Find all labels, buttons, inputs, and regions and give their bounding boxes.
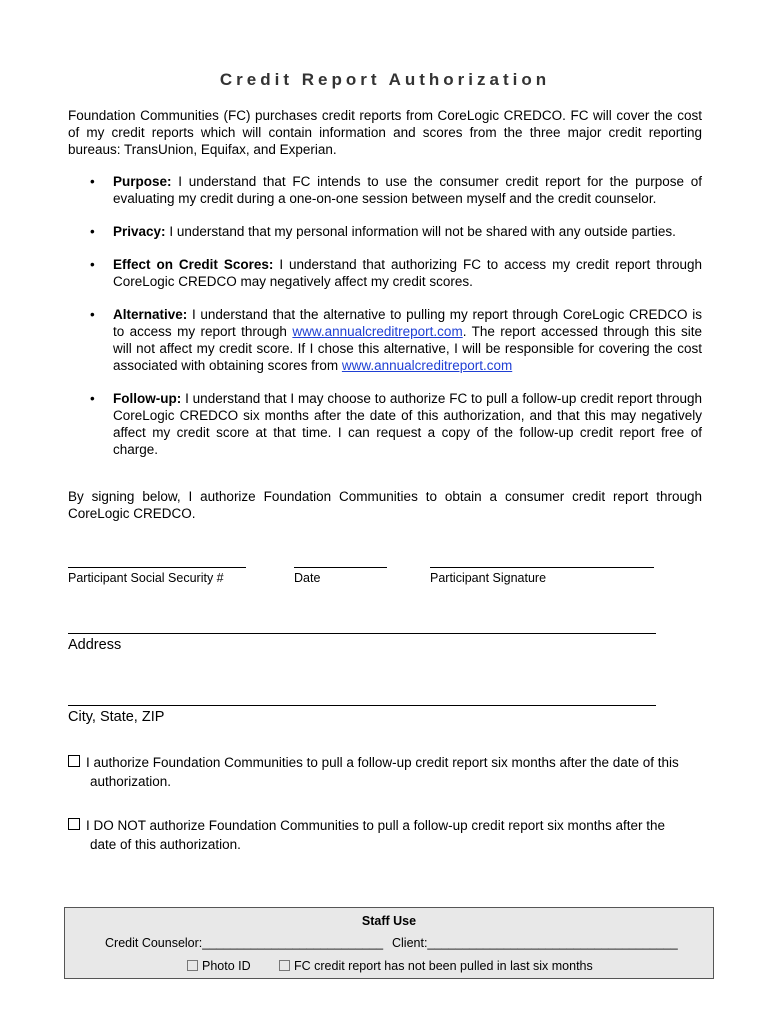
privacy-text: I understand that my personal information will not be shared with any outside parties. — [169, 224, 676, 239]
photo-id-label: Photo ID — [202, 959, 251, 973]
bullet-icon: • — [90, 307, 95, 322]
signature-input-line[interactable] — [430, 567, 654, 568]
fc-report-checkbox[interactable] — [279, 960, 290, 971]
bullet-icon: • — [90, 391, 95, 406]
city-state-zip-label: City, State, ZIP — [68, 709, 165, 725]
purpose-text: I understand that FC intends to use the consumer credit report for the purpose of evaluating my credit during a one-on-one session between myself and the credit counselor. — [113, 174, 702, 206]
staff-use-title: Staff Use — [361, 914, 417, 928]
privacy-label: Privacy: — [113, 224, 166, 239]
alternative-text-b: . The report accessed through this site will not affect my credit score. If I chose this alternative, I will be responsible for covering the cost associated with obtaining scores from — [113, 324, 702, 373]
ssn-label: Participant Social Security # — [68, 571, 224, 585]
not-authorize-text-line2: date of this authorization. — [90, 837, 241, 852]
address-input-line[interactable] — [68, 633, 656, 634]
authorize-text-line2: authorization. — [90, 774, 172, 789]
not-authorize-text-line1: I DO NOT authorize Foundation Communities to pull a follow-up credit report six months after the — [86, 818, 666, 833]
date-input-line[interactable] — [294, 567, 387, 568]
date-label: Date — [294, 571, 321, 585]
photo-id-option — [187, 959, 251, 973]
effect-text: I understand that authorizing FC to access my credit report through CoreLogic CREDCO may negatively affect my credit scores. — [113, 257, 702, 289]
address-label: Address — [68, 637, 122, 653]
authorize-checkbox[interactable] — [68, 755, 80, 767]
bullet-icon: • — [90, 257, 95, 272]
photo-id-checkbox[interactable] — [187, 960, 198, 971]
bullet-icon: • — [90, 174, 95, 189]
ssn-input-line[interactable] — [68, 567, 246, 568]
followup-text: I understand that I may choose to authorize FC to pull a follow-up credit report through CoreLogic CREDCO six months after the date of this authorization, and that this may negatively affect my credit score at that time. I can request a copy of the follow-up credit report free of charge. — [113, 391, 702, 457]
list-item-effect — [68, 256, 702, 290]
bullet-icon: • — [90, 224, 95, 239]
annualcreditreport-link[interactable]: www.annualcreditreport.com — [292, 324, 463, 339]
purpose-label: Purpose: — [113, 174, 172, 189]
list-item-alternative — [68, 306, 702, 374]
alternative-text-a: I understand that the alternative to pulling my report through CoreLogic CREDCO is to access my report through — [113, 307, 702, 339]
intro-paragraph: Foundation Communities (FC) purchases credit reports from CoreLogic CREDCO. FC will cover the cost of my credit reports which will contain information and scores from the three major credit reporting bureaus: TransUnion, Equifax, and Experian. — [68, 108, 702, 157]
not-authorize-followup-option — [68, 816, 708, 854]
authorize-followup-option — [68, 753, 708, 791]
signature-label: Participant Signature — [430, 571, 547, 585]
page-title: Credit Report Authorization — [219, 70, 551, 89]
authorization-paragraph: By signing below, I authorize Foundation Communities to obtain a consumer credit report through CoreLogic CREDCO. — [68, 489, 702, 521]
list-item-purpose — [68, 173, 702, 207]
terms-list — [68, 173, 702, 474]
followup-label: Follow-up: — [113, 391, 182, 406]
city-state-zip-input-line[interactable] — [68, 705, 656, 706]
list-item-privacy — [68, 223, 702, 240]
staff-use-box — [64, 907, 714, 979]
fc-report-label: FC credit report has not been pulled in last six months — [294, 959, 593, 973]
not-authorize-checkbox[interactable] — [68, 818, 80, 830]
fc-report-option — [279, 959, 593, 973]
effect-label: Effect on Credit Scores: — [113, 257, 274, 272]
credit-counselor-field[interactable]: Credit Counselor:__________________________ — [105, 936, 384, 950]
client-field[interactable]: Client:____________________________________ — [392, 936, 678, 950]
annualcreditreport-link-2[interactable]: www.annualcreditreport.com — [341, 358, 513, 373]
list-item-followup — [68, 390, 702, 458]
alternative-label: Alternative: — [113, 307, 188, 322]
authorize-text-line1: I authorize Foundation Communities to pull a follow-up credit report six months after the date of this — [86, 755, 679, 770]
